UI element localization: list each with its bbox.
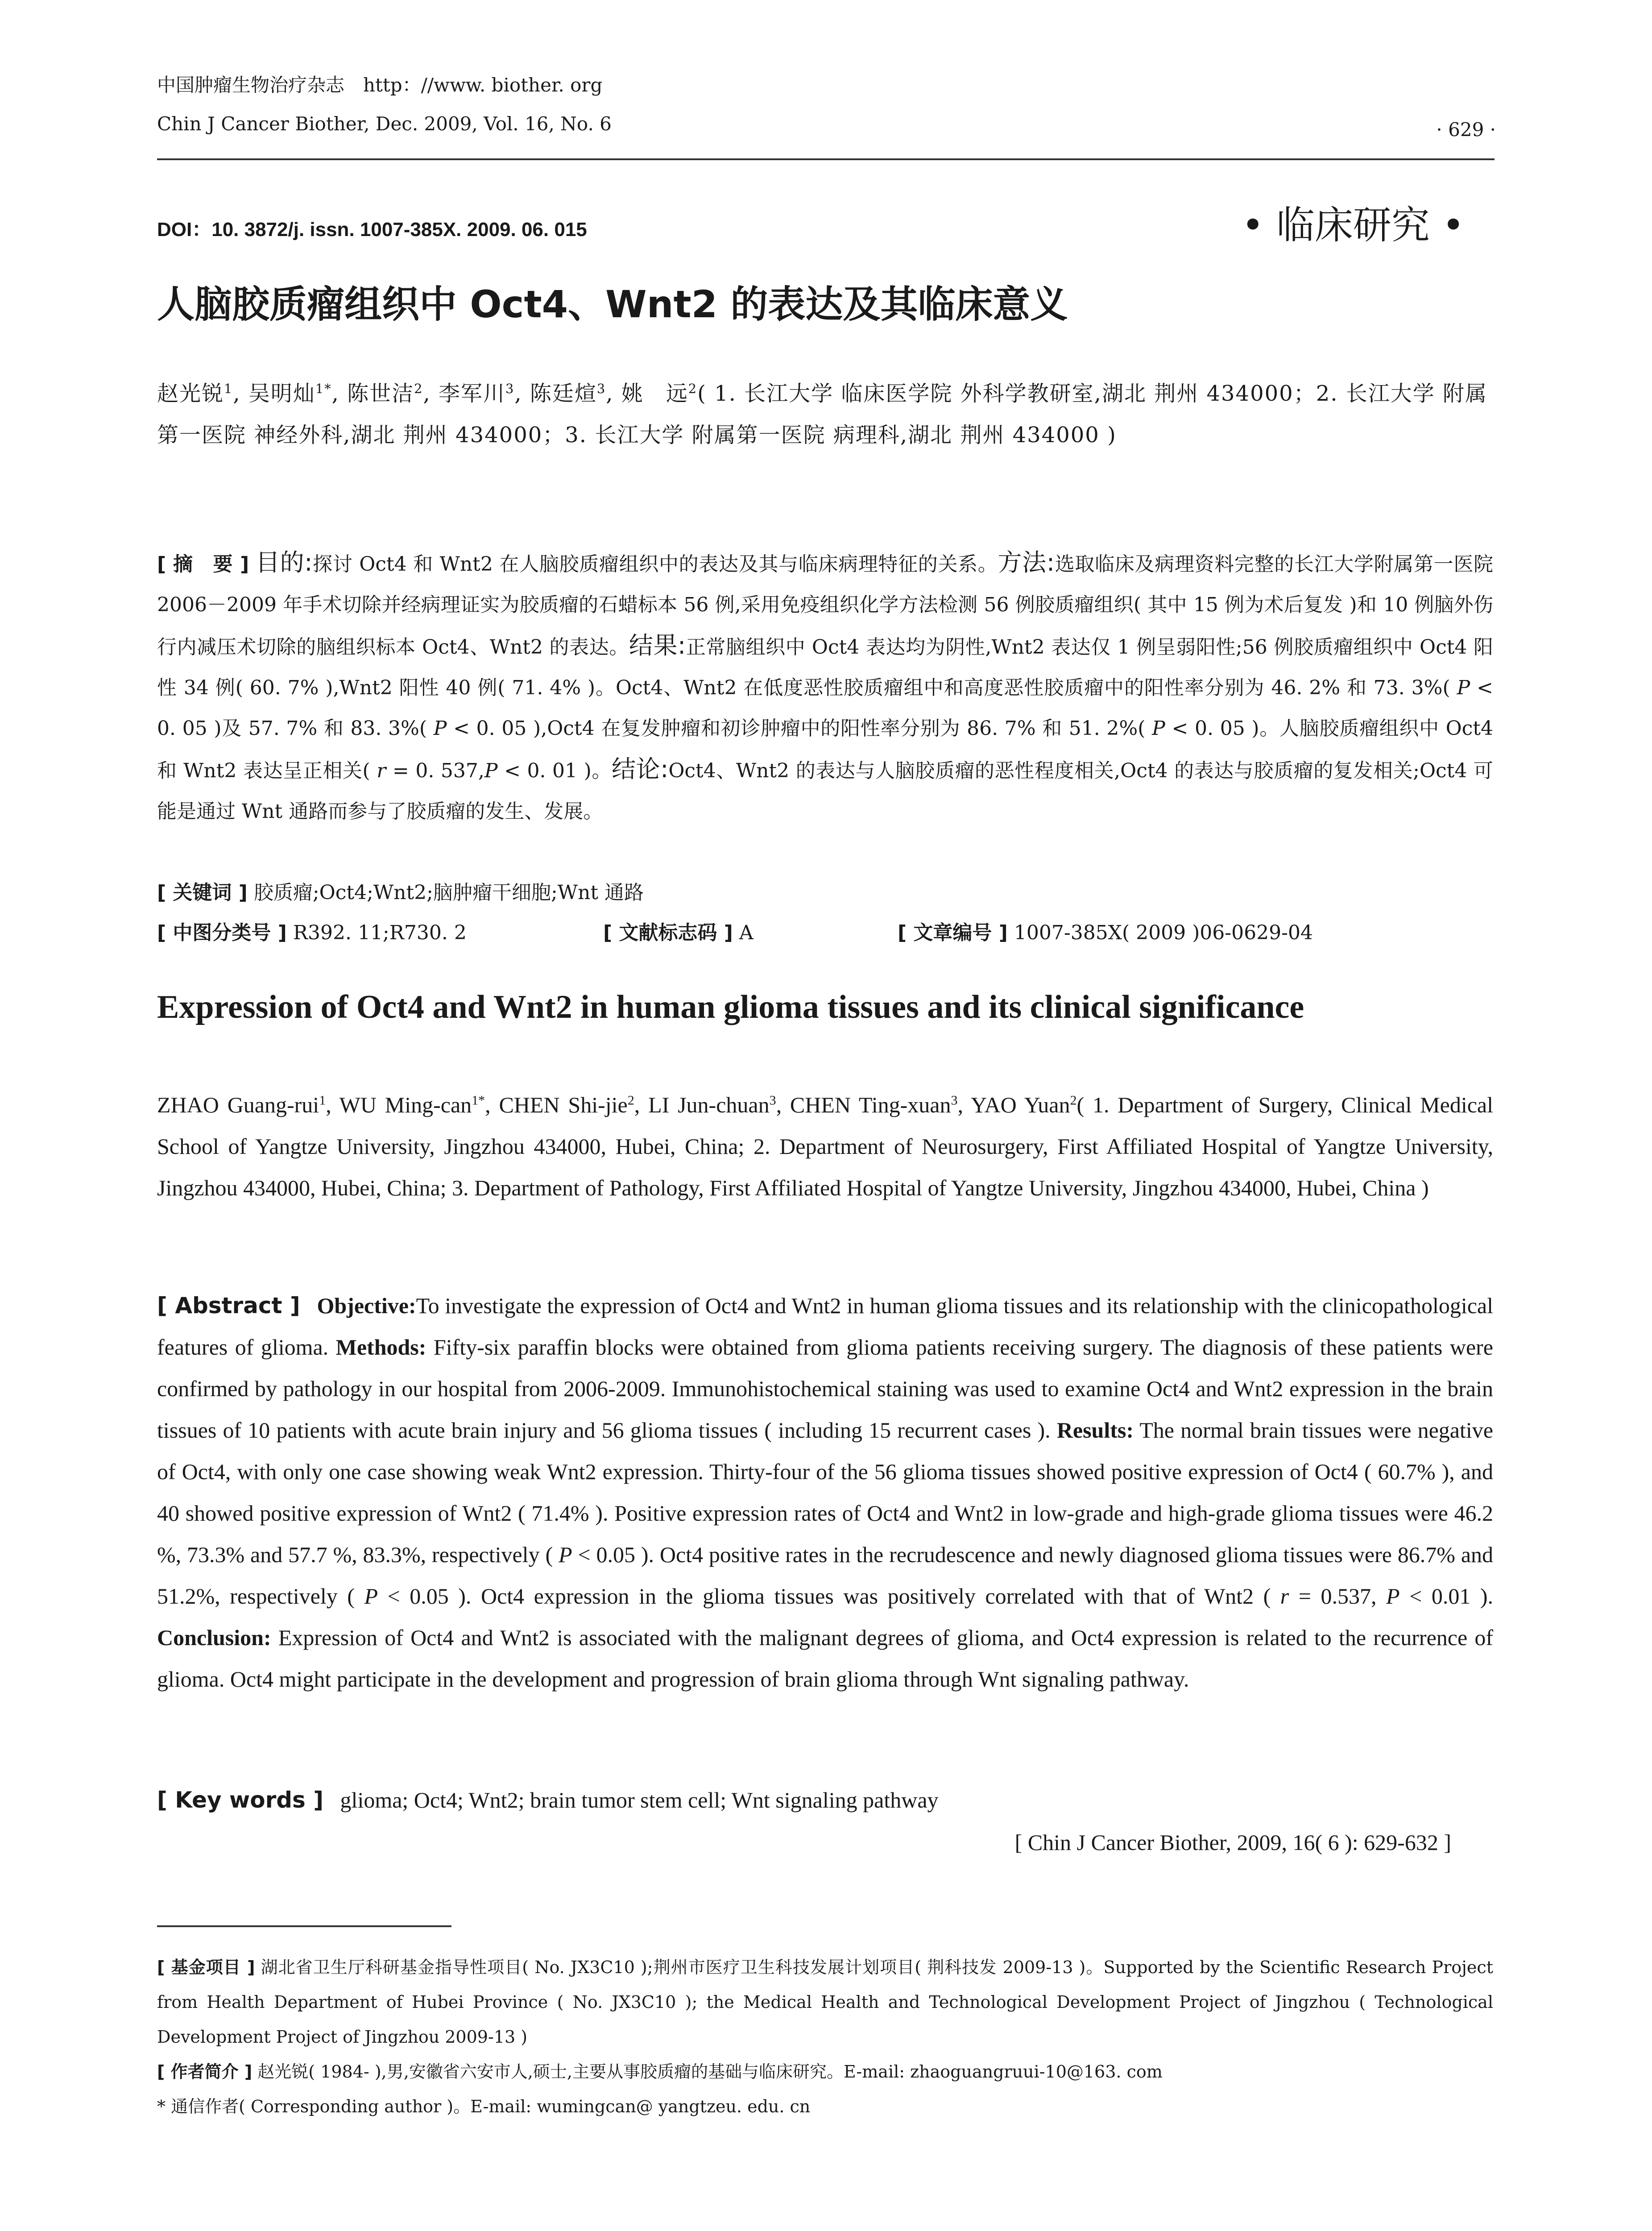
author-name: 陈世洁 (347, 381, 414, 406)
author-separator: , (326, 1092, 340, 1117)
author-affiliation-mark: 1 (224, 381, 233, 396)
author-separator: , (606, 381, 614, 406)
author-intro-label: [ 作者简介 ] (157, 2062, 253, 2082)
author-affiliation-mark: 2 (414, 381, 423, 396)
results-text-cn: < 0. 01 )。 (504, 759, 612, 782)
results-text-cn: = 0. 537, (392, 759, 484, 782)
conclusion-text-en: Expression of Oct4 and Wnt2 is associated with the malignant degrees of glioma, and Oct4 expression is related to the recurrence of glioma. Oct4 might participate in the development and progression of brain glioma through Wnt signaling pathway. (157, 1625, 1494, 1692)
results-text-cn: < 0. 05 )及 57. 7% 和 83. 3%( (157, 676, 1493, 740)
author-affiliation-mark: 1 (319, 1093, 326, 1108)
author-separator: , (423, 381, 431, 406)
author-affiliation-mark: 3 (951, 1093, 958, 1108)
classification-line (157, 912, 1493, 953)
title-en: Expression of Oct4 and Wnt2 in human glioma tissues and its clinical significance (157, 989, 1304, 1025)
stat-symbol-r: r (1280, 1584, 1289, 1609)
affiliation-en: ( 1. Department of Surgery, Clinical Medical School of Yangtze University, Jingzhou 434000, Hubei, China; 2. Department of Neurosurgery, First Affiliated Hospital of Yangtze University, Jingzhou 434000, Hubei, China; 3. Department of Pathology, First Affiliated Hospital of Yangtze University, Jingzhou 434000, Hubei, China ) (157, 1092, 1494, 1200)
author-name: YAO Yuan (970, 1092, 1070, 1117)
author-name: 赵光锐 (157, 381, 224, 406)
stat-symbol-p: P (1457, 676, 1470, 699)
author-name: 吴明灿 (248, 381, 315, 406)
doc-code-value: A (739, 921, 754, 944)
author-intro-text: 赵光锐( 1984- ),男,安徽省六安市人,硕士,主要从事胶质瘤的基础与临床研究。E-mail: zhaoguangruui-10@163. com (257, 2062, 1163, 2082)
stat-symbol-p: P (1386, 1584, 1400, 1609)
results-text-cn: 正常脑组织中 Oct4 表达均为阴性,Wnt2 表达仅 1 例呈弱阳性;56 例胶质瘤组织中 Oct4 阳性 34 例( 60. 7% ),Wnt2 阳性 40 例( 71. 4% )。Oct4、Wnt2 在低度恶性胶质瘤组中和高度恶性胶质瘤中的阳性率分别为 46. 2% 和 73. 3%( (157, 636, 1493, 699)
abstract-cn (157, 542, 1493, 832)
keywords-label-cn: [ 关键词 ] (157, 881, 248, 904)
author-name: CHEN Ting-xuan (790, 1092, 951, 1117)
author-name: WU Ming-can (339, 1092, 472, 1117)
title-cn: 人脑胶质瘤组织中 Oct4、Wnt2 的表达及其临床意义 (157, 282, 1068, 326)
abstract-label-cn: [ 摘 要 ] (157, 553, 249, 576)
author-separator: , (776, 1092, 790, 1117)
page-number: · 629 · (1436, 119, 1496, 141)
author-affiliation-mark: 1* (315, 381, 332, 396)
footnote-divider (157, 1925, 451, 1927)
clc-value: R392. 11;R730. 2 (293, 921, 467, 944)
author-affiliation-mark: 3 (769, 1093, 776, 1108)
results-label-en: Results: (1056, 1418, 1134, 1443)
objective-label-en: Objective: (317, 1293, 416, 1318)
journal-name-cn: 中国肿瘤生物治疗杂志 http：//www. biother. org (157, 74, 603, 96)
stat-symbol-p: P (1152, 717, 1165, 740)
conclusion-label-cn: 结论: (611, 755, 669, 783)
stat-symbol-p: P (364, 1584, 378, 1609)
results-text-en: The normal brain tissues were negative of Oct4, with only one case showing weak Wnt2 expression. Thirty-four of the 56 glioma tissues showed positive expression of Oct4 ( 60.7% ), and 40 showed positive expression of Wnt2 ( 71.4% ). Positive expression rates of Oct4 and Wnt2 in low-grade and high-grade glioma tissues were 46.2 %, 73.3% and 57.7 %, 83.3%, respectively ( (157, 1418, 1493, 1567)
author-affiliation-mark: 2 (627, 1093, 634, 1108)
author-separator: , (233, 381, 241, 406)
results-text-en: < 0.05 ). Oct4 expression in the glioma tissues was positively correlated with that of Wnt2 ( (387, 1584, 1271, 1609)
keywords-text-cn: 胶质瘤;Oct4;Wnt2;脑肿瘤干细胞;Wnt 通路 (253, 881, 644, 904)
article-number-label: [ 文章编号 ] (898, 921, 1008, 944)
footnote-author (157, 2054, 1493, 2089)
author-name: CHEN Shi-jie (499, 1092, 628, 1117)
author-name: 陈廷煊 (530, 381, 597, 406)
footnote-corresponding: * 通信作者( Corresponding author )。E-mail: wumingcan@ yangtzeu. edu. cn (157, 2097, 811, 2116)
results-label-cn: 结果: (629, 631, 686, 659)
header-divider (157, 158, 1495, 160)
objective-label-cn: 目的: (255, 548, 313, 576)
doi: DOI：10. 3872/j. issn. 1007-385X. 2009. 06. 015 (157, 219, 587, 241)
abstract-label-en: [ Abstract ] (157, 1293, 300, 1319)
methods-text-en: Fifty-six paraffin blocks were obtained from glioma patients receiving surgery. The diagnosis of these patients were confirmed by pathology in our hospital from 2006-2009. Immunohistochemical staining was used to examine Oct4 and Wnt2 expression in the brain tissues of 10 patients with acute brain injury and 56 glioma tissues ( including 15 recurrent cases ). (157, 1335, 1493, 1443)
conclusion-label-en: Conclusion: (157, 1625, 271, 1650)
methods-text-cn: 选取临床及病理资料完整的长江大学附属第一医院 2006－2009 年手术切除并经病理证实为胶质瘤的石蜡标本 56 例,采用免疫组织化学方法检测 56 例胶质瘤组织( 其中 15 例为术后复发 )和 10 例脑外伤行内减压术切除的脑组织标本 Oct4、Wnt2 的表达。 (157, 553, 1494, 659)
conclusion-text-cn: Oct4、Wnt2 的表达与人脑胶质瘤的恶性程度相关,Oct4 的表达与胶质瘤的复发相关;Oct4 可能是通过 Wnt 通路而参与了胶质瘤的发生、发展。 (157, 759, 1493, 823)
clc-label: [ 中图分类号 ] (157, 921, 287, 944)
keywords-label-en: [ Key words ] (157, 1787, 324, 1813)
results-text-en: = 0.537, (1298, 1584, 1377, 1609)
affiliation-cn: ( 1. 长江大学 临床医学院 外科学教研室,湖北 荆州 434000；2. 长江大学 附属第一医院 神经外科,湖北 荆州 434000；3. 长江大学 附属第一医院 病理科,湖北 荆州 434000 ) (157, 381, 1488, 448)
stat-symbol-p: P (433, 717, 447, 740)
author-affiliation-mark: 3 (596, 381, 606, 396)
author-separator: , (331, 381, 340, 406)
author-separator: , (634, 1092, 649, 1117)
author-affiliation-mark: 2 (1070, 1093, 1077, 1108)
author-name: 姚 远 (621, 381, 688, 406)
stat-symbol-r: r (377, 759, 386, 782)
stat-symbol-p: P (484, 759, 498, 782)
journal-info-en: Chin J Cancer Biother, Dec. 2009, Vol. 16, No. 6 (157, 113, 612, 135)
results-text-cn: < 0. 05 ),Oct4 在复发肿瘤和初诊肿瘤中的阳性率分别为 86. 7% 和 51. 2%( (453, 717, 1146, 740)
stat-symbol-p: P (558, 1542, 572, 1567)
footnote-fund (157, 1950, 1493, 2054)
author-name: ZHAO Guang-rui (157, 1092, 319, 1117)
keywords-text-en: glioma; Oct4; Wnt2; brain tumor stem cell; Wnt signaling pathway (340, 1787, 939, 1812)
results-text-cn: < 0. 05 )。人脑胶质瘤组织中 Oct4 和 Wnt2 表达呈正相关( (157, 717, 1493, 782)
section-label: • 临床研究 • (1241, 203, 1465, 248)
abstract-en (157, 1285, 1493, 1700)
keywords-en (157, 1787, 1493, 1813)
results-text-en: < 0.05 ). Oct4 positive rates in the recrudescence and newly diagnosed glioma tissues were 86.7% and 51.2%, respectively ( (157, 1542, 1494, 1609)
methods-label-cn: 方法: (998, 548, 1055, 576)
author-affiliation-mark: 2 (688, 381, 698, 396)
article-number-value: 1007-385X( 2009 )06-0629-04 (1014, 921, 1313, 944)
objective-text-en: To investigate the expression of Oct4 and Wnt2 in human glioma tissues and its relationship with the clinicopathological features of glioma. (157, 1293, 1494, 1360)
author-affiliation-mark: 1* (472, 1093, 485, 1108)
author-separator: , (957, 1092, 971, 1117)
authors-cn (157, 373, 1493, 456)
footnotes (157, 1950, 1493, 2124)
author-affiliation-mark: 3 (505, 381, 515, 396)
author-separator: , (485, 1092, 499, 1117)
fund-text: 湖北省卫生厅科研基金指导性项目( No. JX3C10 );荆州市医疗卫生科技发展计划项目( 荆科技发 2009-13 )。Supported by the Scientific Research Project from Health Department of Hubei Province ( No. JX3C10 ); the Medical Health and Technological Development Project of Jingzhou ( Technological Development Project of Jingzhou 2009-13 ) (157, 1957, 1493, 2047)
keywords-cn (157, 872, 1493, 913)
methods-label-en: Methods: (335, 1335, 426, 1360)
doc-code-label: [ 文献标志码 ] (603, 921, 733, 944)
results-text-en: < 0.01 ). (1409, 1584, 1494, 1609)
citation: [ Chin J Cancer Biother, 2009, 16( 6 ): 629-632 ] (1014, 1830, 1451, 1855)
author-name: 李军川 (439, 381, 506, 406)
author-separator: , (514, 381, 522, 406)
author-name: LI Jun-chuan (648, 1092, 770, 1117)
authors-en (157, 1084, 1493, 1209)
objective-text-cn: 探讨 Oct4 和 Wnt2 在人脑胶质瘤组织中的表达及其与临床病理特征的关系。 (312, 553, 998, 576)
fund-label: [ 基金项目 ] (157, 1957, 255, 1977)
